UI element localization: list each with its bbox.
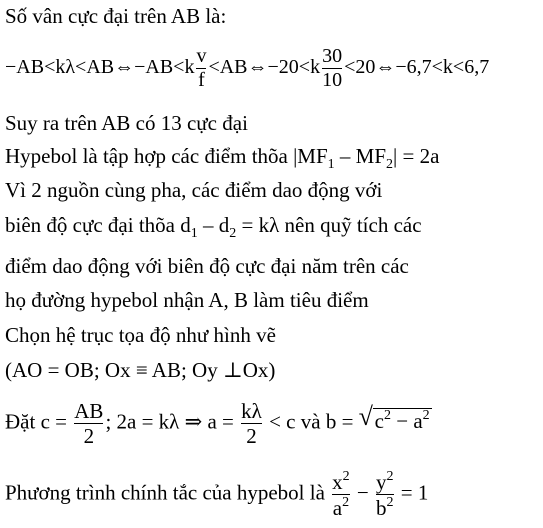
equation-part: <AB⇔−20<k	[208, 56, 321, 79]
line-diem-dao-dong	[5, 256, 409, 277]
text: (AO = OB; Ox ≡ AB; Oy ⊥Ox)	[5, 358, 276, 382]
subscript: 2	[386, 157, 394, 172]
fraction-y2-over-b2	[376, 470, 394, 519]
text: = kλ nên quỹ tích các	[236, 213, 422, 237]
superscript: 2	[383, 408, 391, 424]
denominator: a	[332, 496, 343, 521]
fraction-x2-over-a2	[332, 470, 350, 519]
subscript: 1	[190, 226, 198, 241]
denominator: b	[376, 496, 387, 521]
text: – d	[197, 213, 230, 237]
line-so-van-cuc-dai	[5, 6, 226, 27]
text: Đặt c =	[5, 409, 73, 434]
line-suy-ra	[5, 113, 248, 134]
text: – MF	[334, 144, 387, 168]
text: điểm dao động với biên độ cực đại năm trên các	[5, 254, 409, 278]
equation-part: −AB<kλ<AB⇔−AB<k	[5, 56, 195, 79]
line-ao-ob	[5, 360, 275, 381]
text: c	[374, 409, 384, 434]
numerator: y	[376, 470, 387, 494]
line-chon-he-truc	[5, 325, 276, 346]
equation-part: <20⇔−6,7<k<6,7	[344, 56, 490, 79]
superscript: 2	[342, 495, 350, 511]
text: Vì 2 nguồn cùng pha, các điểm dao động với	[5, 178, 383, 202]
fraction-klambda-over-2	[241, 400, 262, 447]
text: Suy ra trên AB có 13 cực đại	[5, 111, 248, 135]
text: ; 2a = kλ ⇒ a =	[105, 409, 240, 434]
line-hypebol-def	[5, 146, 439, 172]
text: − a	[390, 409, 423, 434]
text: < c và b =	[263, 409, 359, 434]
numerator: 30	[322, 45, 343, 67]
numerator: kλ	[241, 399, 262, 423]
line-dat-c	[5, 400, 432, 447]
numerator: v	[196, 45, 207, 67]
line-bien-do-cuc-dai	[5, 215, 422, 241]
denominator: f	[198, 69, 205, 91]
sqrt-expression	[358, 402, 432, 434]
text: = 1	[395, 480, 429, 505]
text: biên độ cực đại thõa d	[5, 213, 191, 237]
superscript: 2	[386, 469, 394, 484]
text: Số vân cực đại trên AB là:	[5, 4, 227, 28]
denominator: 10	[322, 69, 343, 91]
text: | = 2a	[393, 144, 440, 168]
denominator: 2	[83, 424, 95, 449]
text: họ đường hypebol nhận A, B làm tiêu điểm	[5, 288, 369, 312]
superscript: 2	[386, 495, 394, 511]
denominator: 2	[246, 424, 257, 449]
text: Chọn hệ trục tọa độ như hình vẽ	[5, 323, 276, 347]
subscript: 2	[229, 226, 237, 241]
line-phuong-trinh-chinh-tac	[5, 470, 428, 519]
superscript: 2	[422, 408, 430, 424]
numerator: AB	[74, 399, 104, 423]
fraction-v-over-f	[196, 46, 206, 91]
text: −	[351, 480, 375, 505]
text: Phương trình chính tắc của hypebol là	[5, 480, 331, 505]
line-ho-duong-hypebol	[5, 290, 369, 311]
line-vi-2-nguon	[5, 180, 382, 201]
text: Hypebol là tập hợp các điểm thõa |MF	[5, 144, 328, 168]
numerator: x	[332, 470, 343, 494]
fraction-30-over-10	[322, 46, 342, 91]
superscript: 2	[342, 469, 350, 484]
subscript: 1	[327, 157, 335, 172]
fraction-ab-over-2	[74, 400, 103, 447]
equation-k-range	[5, 46, 489, 91]
sqrt-icon: √	[358, 402, 373, 432]
